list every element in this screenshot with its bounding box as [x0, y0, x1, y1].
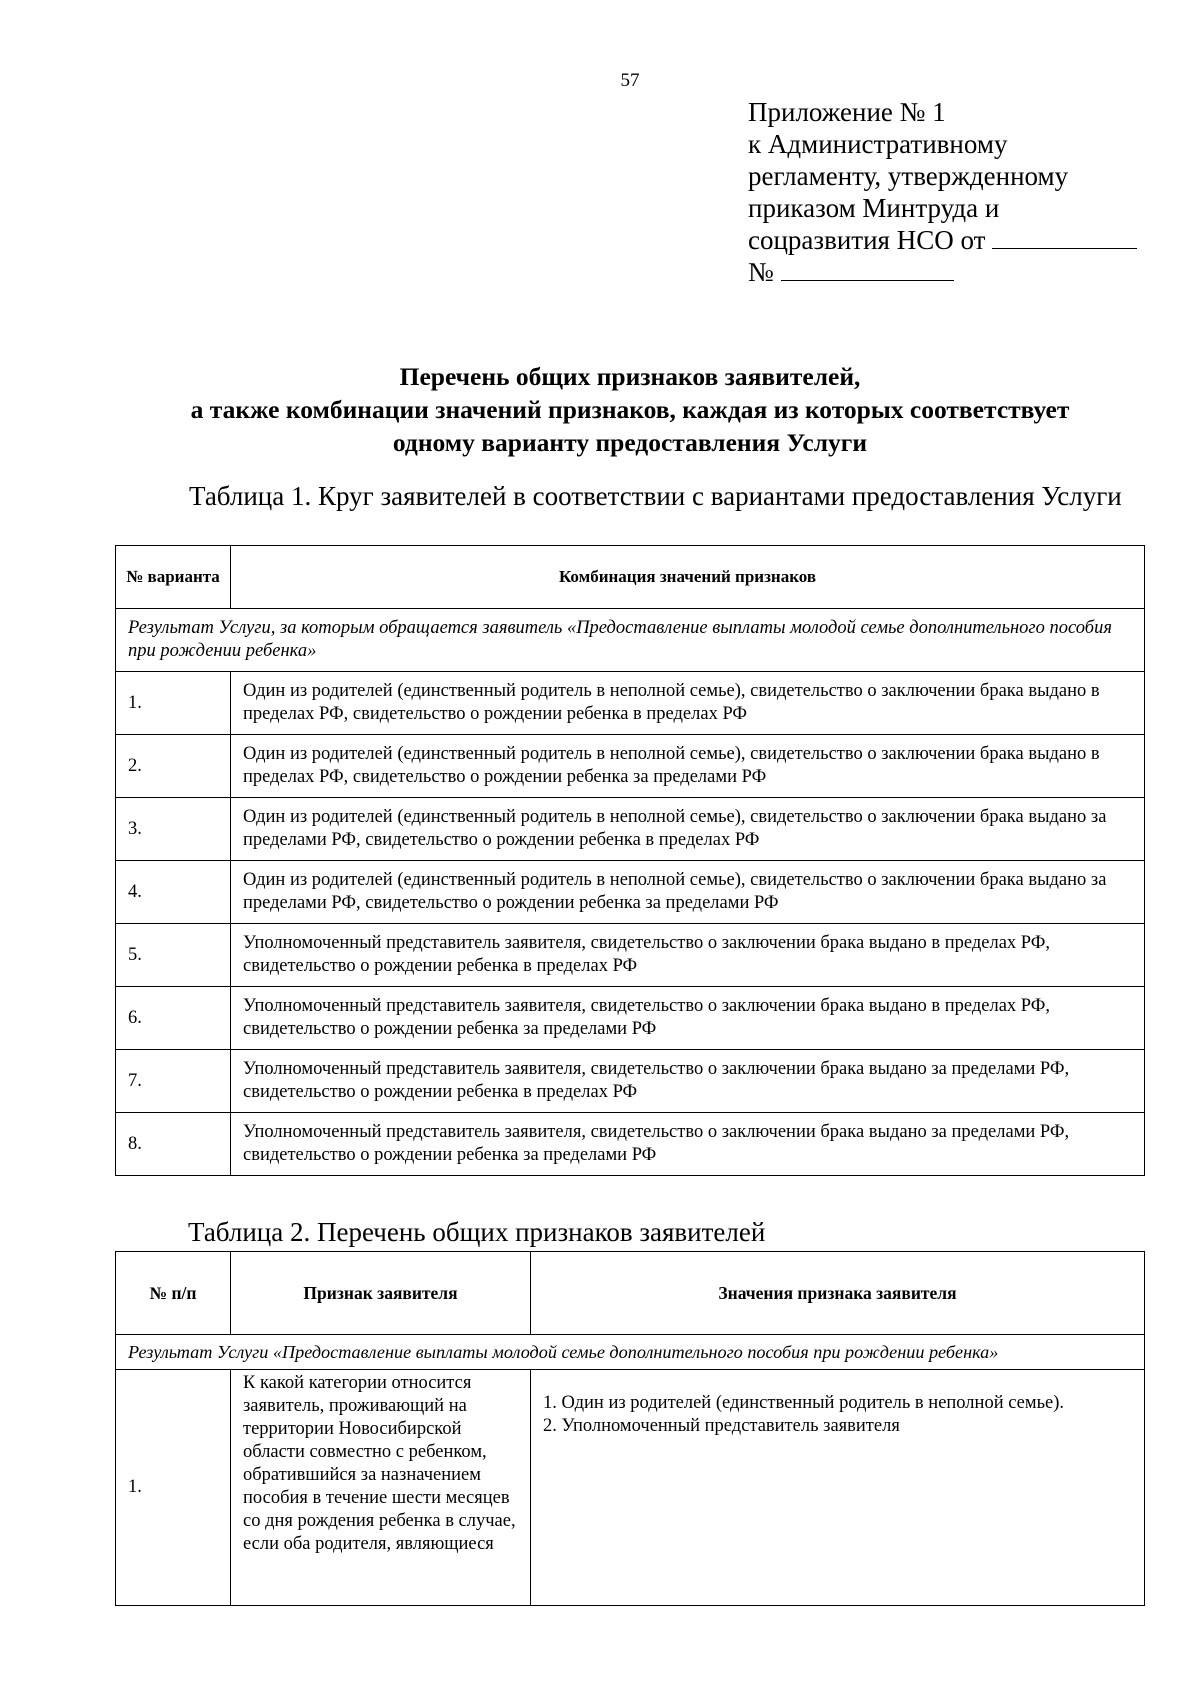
date-blank: [992, 226, 1137, 249]
table-row: [116, 1370, 1145, 1606]
applicant-variants-table: [115, 545, 1145, 1176]
table-row: [116, 1113, 1145, 1176]
variant-combination: Уполномоченный представитель заявителя, свидетельство о заключении брака выдано за пределами РФ, свидетельство о рождении ребенка в пределах РФ: [231, 1050, 1145, 1113]
variant-number: 7.: [116, 1050, 231, 1113]
page-number: 57: [620, 70, 640, 91]
header-feature: Признак заявителя: [231, 1252, 531, 1335]
section-row: [116, 609, 1145, 672]
appendix-date-label: соцразвития НСО от: [748, 225, 986, 255]
feature-text: К какой категории относится заявитель, проживающий на территории Новосибирской области совместно с ребенком, обратившийся за назначением пособия в течение шести месяцев со дня рождения ребенка в случае, если оба родителя, являющиеся: [231, 1370, 531, 1606]
appendix-line: к Административному: [748, 129, 1008, 159]
table-row: [116, 1050, 1145, 1113]
title-line: Перечень общих признаков заявителей,: [399, 362, 861, 391]
section-row: [116, 1335, 1145, 1370]
header-combination: Комбинация значений признаков: [231, 546, 1145, 609]
feature-value-item: 2. Уполномоченный представитель заявителя: [543, 1416, 900, 1436]
appendix-number-label: №: [748, 257, 774, 287]
appendix-date-line: [748, 224, 1137, 256]
table-row: [116, 798, 1145, 861]
title-line: а также комбинации значений признаков, каждая из которых соответствует: [190, 395, 1070, 424]
variant-combination: Один из родителей (единственный родитель в неполной семье), свидетельство о заключении брака выдано за пределами РФ, свидетельство о рождении ребенка за пределами РФ: [231, 861, 1145, 924]
variant-combination: Уполномоченный представитель заявителя, свидетельство о заключении брака выдано в пределах РФ, свидетельство о рождении ребенка за пределами РФ: [231, 987, 1145, 1050]
table2-caption: Таблица 2. Перечень общих признаков заявителей: [188, 1217, 766, 1247]
variant-number: 4.: [116, 861, 231, 924]
section-result: Результат Услуги «Предоставление выплаты молодой семье дополнительного пособия при рождении ребенка»: [116, 1335, 1145, 1370]
table-row: [116, 735, 1145, 798]
applicant-features-table: [115, 1251, 1145, 1606]
appendix-number-line: [748, 256, 1137, 288]
number-blank: [781, 258, 954, 281]
variant-number: 3.: [116, 798, 231, 861]
table1-caption: Таблица 1. Круг заявителей в соответствии с вариантами предоставления Услуги: [189, 481, 1122, 511]
table-row: [116, 924, 1145, 987]
variant-combination: Уполномоченный представитель заявителя, свидетельство о заключении брака выдано за пределами РФ, свидетельство о рождении ребенка за пределами РФ: [231, 1113, 1145, 1176]
feature-number: 1.: [116, 1370, 231, 1606]
appendix-line: регламенту, утвержденному: [748, 161, 1069, 191]
table-header-row: [116, 546, 1145, 609]
appendix-line: Приложение № 1: [748, 97, 946, 127]
variant-number: 2.: [116, 735, 231, 798]
variant-combination: Один из родителей (единственный родитель в неполной семье), свидетельство о заключении брака выдано в пределах РФ, свидетельство о рождении ребенка за пределами РФ: [231, 735, 1145, 798]
title-line: одному варианту предоставления Услуги: [392, 428, 868, 457]
appendix-block: [748, 96, 1137, 288]
table-row: [116, 861, 1145, 924]
variant-combination: Один из родителей (единственный родитель в неполной семье), свидетельство о заключении брака выдано в пределах РФ, свидетельство о рождении ребенка в пределах РФ: [231, 672, 1145, 735]
table-row: [116, 987, 1145, 1050]
variant-combination: Уполномоченный представитель заявителя, свидетельство о заключении брака выдано в пределах РФ, свидетельство о рождении ребенка в пределах РФ: [231, 924, 1145, 987]
section-result: Результат Услуги, за которым обращается заявитель «Предоставление выплаты молодой семье дополнительного пособия при рождении ребенка»: [116, 609, 1145, 672]
table-header-row: [116, 1252, 1145, 1335]
variant-number: 6.: [116, 987, 231, 1050]
appendix-line: приказом Минтруда и: [748, 193, 1000, 223]
variant-number: 1.: [116, 672, 231, 735]
feature-values: [531, 1370, 1145, 1606]
document-title: [115, 360, 1145, 459]
header-values: Значения признака заявителя: [531, 1252, 1145, 1335]
table-row: [116, 672, 1145, 735]
header-variant-number: № варианта: [116, 546, 231, 609]
feature-value-item: 1. Один из родителей (единственный родитель в неполной семье).: [543, 1393, 1065, 1413]
variant-combination: Один из родителей (единственный родитель в неполной семье), свидетельство о заключении брака выдано за пределами РФ, свидетельство о рождении ребенка в пределах РФ: [231, 798, 1145, 861]
variant-number: 5.: [116, 924, 231, 987]
variant-number: 8.: [116, 1113, 231, 1176]
header-number: № п/п: [116, 1252, 231, 1335]
